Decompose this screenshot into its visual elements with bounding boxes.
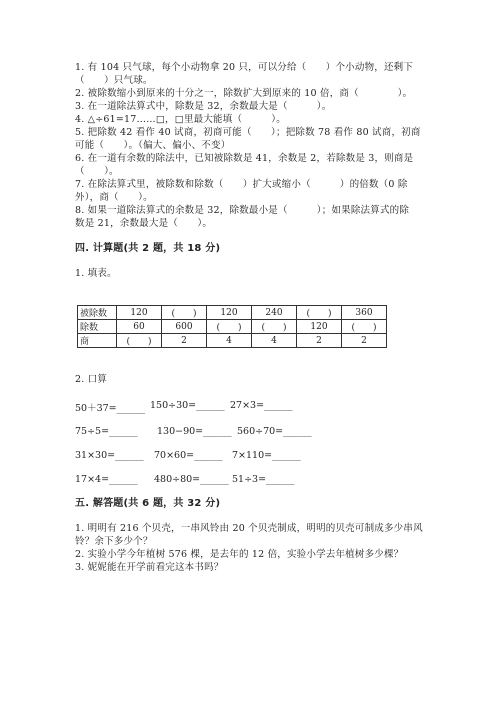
problem-1-line-2: 铃？余下多少个？ [75,536,153,547]
problem-1-line-1: 1. 明明有 216 个贝壳，一串风铃由 20 个贝壳制成，明明的贝壳可制成多少串风 [75,523,423,534]
table-cell: 2 [162,334,207,348]
calc-item: 17×4=______ [75,474,138,485]
table-cell: 2 [297,334,342,348]
table-cell: 除数 [78,320,117,334]
table-cell: 4 [252,334,297,348]
calc-item: 31×30=______ [75,450,144,461]
table-cell: 2 [342,334,387,348]
question-2: 2. 被除数缩小到原来的十分之一，除数扩大到原来的 10 倍，商（ ）。 [75,88,413,99]
section-4-heading: 四. 计算题(共 2 题，共 18 分) [75,243,221,254]
calc-item: 7×110=______ [232,450,301,461]
question-7-line-1: 7. 在除法算式里，被除数和除数（ ）扩大或缩小（ ）的倍数（0 除 [75,179,408,190]
section-4-sub-2: 2. 口算 [75,374,108,385]
table-cell: ( ) [162,306,207,320]
question-7-line-2: 外），商（ ）。 [75,192,153,203]
table-cell: 120 [117,306,162,320]
section-5-heading: 五. 解答题(共 6 题，共 32 分) [75,498,221,509]
table-cell: 4 [207,334,252,348]
table-cell: 240 [252,306,297,320]
table-cell: ( ) [117,334,162,348]
problem-2: 2. 实验小学今年植树 576 棵，是去年的 12 倍，实验小学去年植树多少棵？ [75,549,404,560]
section-4-sub-1: 1. 填表。 [75,268,117,279]
table-row [78,306,387,320]
table-cell: 120 [207,306,252,320]
calc-item: 50＋37=______ [75,403,146,414]
fill-in-table [77,305,387,348]
question-6-line-2: （ ）。 [75,166,119,177]
question-6-line-1: 6. 在一道有余数的除法中，已知被除数是 41，余数是 2，若除数是 3，则商是 [75,153,414,164]
calc-item: 130−90=______ [157,426,232,437]
table-cell: ( ) [342,320,387,334]
question-4: 4. △÷61=17……□，□里最大能填（ ）。 [75,114,286,125]
table-cell: 120 [297,320,342,334]
problem-3: 3. 妮妮能在开学前看完这本书吗？ [75,562,224,573]
question-1-line-1: 1. 有 104 只气球，每个小动物拿 20 只，可以分给（ ）个小动物，还剩下 [75,62,414,73]
table-cell: ( ) [297,306,342,320]
calc-item: 51÷3=______ [232,474,295,485]
question-5-line-2: 可能（ ）。（偏大、偏小、不变） [75,140,231,151]
calc-item: 480÷80=______ [154,474,229,485]
table-cell: 600 [162,320,207,334]
question-5-line-1: 5. 把除数 42 看作 40 试商，初商可能（ ）；把除数 78 看作 80 试商，初商 [75,127,421,138]
question-1-line-2: （ ）只气球。 [75,75,153,86]
calc-item: 560÷70=______ [237,426,312,437]
calc-item: 150÷30=______ [150,400,225,411]
table-cell: ( ) [207,320,252,334]
table-row [78,334,387,348]
table-cell: 商 [78,334,117,348]
calc-item: 27×3=______ [230,400,293,411]
calc-item: 75÷5=______ [75,426,138,437]
calc-item: 70×60=______ [154,450,223,461]
table-cell: 360 [342,306,387,320]
table-cell: ( ) [252,320,297,334]
table-cell: 被除数 [78,306,117,320]
table-row [78,320,387,334]
question-8-line-2: 数是 21，余数最大是（ ）。 [75,218,213,229]
question-8-line-1: 8. 如果一道除法算式的余数是 32，除数最小是（ ）；如果除法算式的除 [75,205,410,216]
table-cell: 60 [117,320,162,334]
question-3: 3. 在一道除法算式中，除数是 32，余数最大是（ ）。 [75,101,332,112]
